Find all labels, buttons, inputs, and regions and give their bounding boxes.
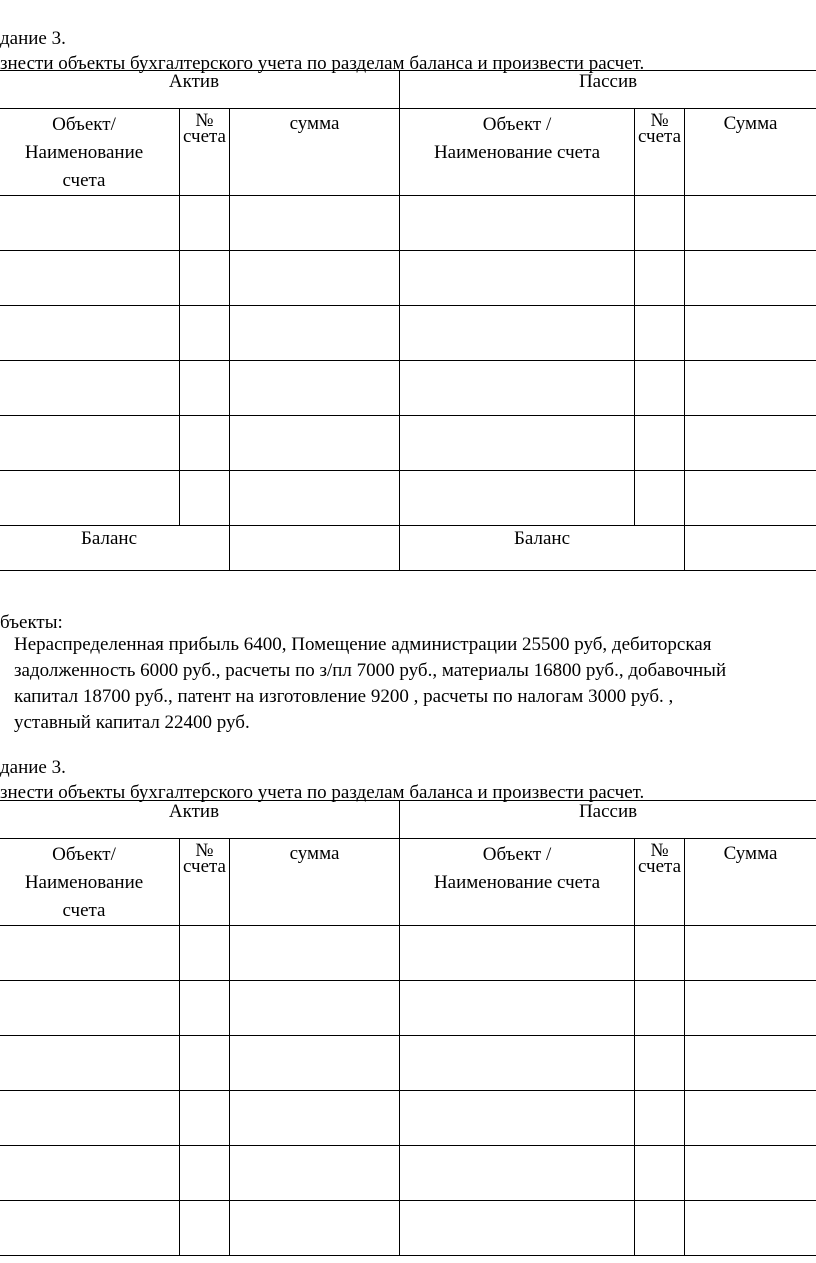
table-row [0,1146,816,1201]
task-instruction: знести объекты бухгалтерского учета по разделам баланса и произвести расчет. [0,53,645,74]
aktiv-header: Актив [0,801,400,839]
balance-label: Баланс [0,526,230,571]
table-row [0,471,816,526]
table-row [0,1036,816,1091]
passiv-header: Пассив [400,801,816,839]
account-number-header [180,109,230,196]
object-column-header [400,109,635,196]
object-header-line: Наименование [24,142,144,163]
account-number-line: № [195,110,214,131]
table-row [0,306,816,361]
object-header-line: счета [62,900,106,921]
account-number-header [635,839,685,926]
objects-line: уставный капитал 22400 руб. [14,712,250,733]
account-number-header [635,109,685,196]
object-header-line: Объект / [482,844,552,865]
account-number-line: № [650,110,669,131]
table-row [0,1091,816,1146]
object-column-header [400,839,635,926]
account-number-header [180,839,230,926]
passiv-header: Пассив [400,71,816,109]
object-column-header [0,109,180,196]
balance-row [0,526,816,571]
objects-paragraph [14,632,814,736]
account-number-line: счета [638,856,682,877]
table-row [0,926,816,981]
account-number-line: № [195,840,214,861]
objects-line: капитал 18700 руб., патент на изготовление 9200 , расчеты по налогам 3000 руб. , [14,686,674,707]
object-header-line: Наименование счета [433,872,601,893]
balance-table [0,70,816,571]
objects-line: Нераспределенная прибыль 6400, Помещение администрации 25500 руб, дебиторская [14,634,712,655]
account-number-line: счета [182,856,226,877]
object-header-line: счета [62,170,106,191]
object-header-line: Объект/ [52,844,116,865]
objects-line: задолженность 6000 руб., расчеты по з/пл 7000 руб., материалы 16800 руб., добавочный [14,660,727,681]
table-row [0,361,816,416]
object-column-header [0,839,180,926]
table-row [0,1201,816,1256]
account-number-line: счета [638,126,682,147]
table-row [0,196,816,251]
objects-label: бъекты: [0,612,63,633]
table-row [0,251,816,306]
aktiv-header: Актив [0,71,400,109]
account-number-line: № [650,840,669,861]
task-title: дание 3. [0,757,66,778]
object-header-line: Объект/ [52,114,116,135]
object-header-line: Объект / [482,114,552,135]
table-row [0,981,816,1036]
object-header-line: Наименование счета [433,142,601,163]
table-row [0,416,816,471]
task-instruction: знести объекты бухгалтерского учета по разделам баланса и произвести расчет. [0,782,645,803]
sum-column-header: сумма [230,839,400,926]
account-number-line: счета [182,126,226,147]
sum-column-header: Сумма [685,109,816,196]
object-header-line: Наименование [24,872,144,893]
balance-label: Баланс [400,526,685,571]
sum-column-header: Сумма [685,839,816,926]
task-title: дание 3. [0,28,66,49]
balance-table [0,800,816,1256]
sum-column-header: сумма [230,109,400,196]
